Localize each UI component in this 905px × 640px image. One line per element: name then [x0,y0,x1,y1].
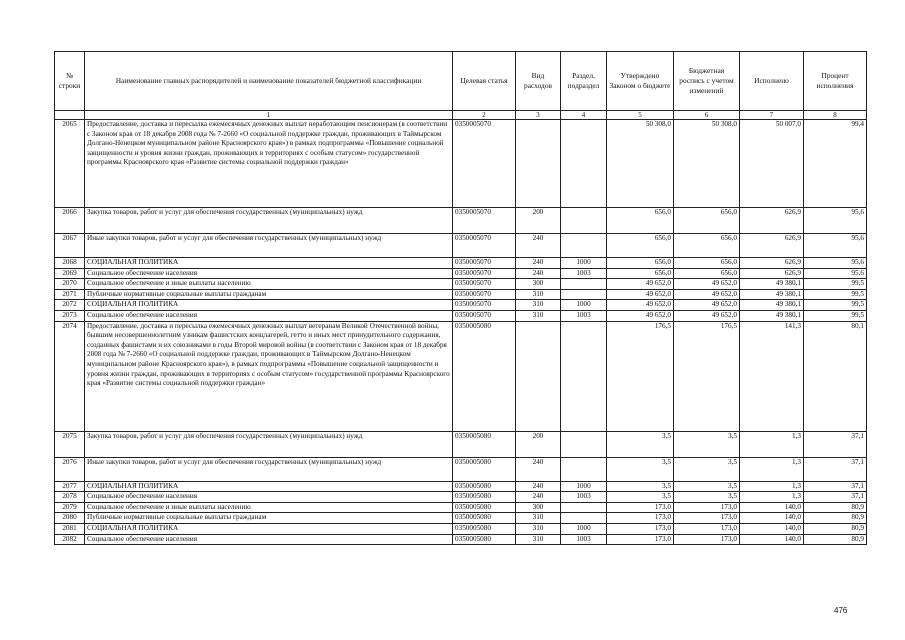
row-target-code: 0350005070 [453,268,516,279]
row-target-code: 0350005080 [453,457,516,481]
row-expense-type: 240 [516,481,561,492]
row-percent: 99,5 [804,300,867,311]
row-section [561,513,607,524]
header-executed: Исполнено [740,52,804,111]
row-number: 2077 [55,481,85,492]
table-row [55,534,867,545]
row-number: 2074 [55,321,85,431]
row-percent: 80,9 [804,534,867,545]
table-body [55,120,867,545]
row-target-code: 0350005070 [453,258,516,269]
row-expense-type: 310 [516,534,561,545]
row-percent: 99,5 [804,279,867,290]
row-executed-amount: 50 007,0 [740,120,804,208]
row-name: Социальное обеспечение и иные выплаты населению [85,502,453,513]
column-number: 2 [453,111,516,120]
table-row [55,321,867,431]
row-target-code: 0350005070 [453,279,516,290]
row-name: Предоставление, доставка и пересылка ежемесячных денежных выплат ветеранам Великой Отечественной войны, бывшим несовершеннолетним узникам фашистских концлагерей, гетто и иных мест принудительного содержания, созданных фашистами и их союзниками в годы Второй мировой войны (в соответствии с Законом края от 18 декабря 2008 года № 7-2660 «О социальной поддержке граждан, проживающих в Таймырском Долгано-Ненецком муниципальном районе Красноярского края»), в рамках подпрограммы «Повышение социальной защищенности и уровня жизни граждан, проживающих в территориях с особым статусом» государственной программы Красноярского края «Развитие системы социальной поддержки граждан» [85,321,453,431]
header-row-no: № строки [55,52,85,111]
row-expense-type: 240 [516,258,561,269]
row-approved-amount: 173,0 [607,513,674,524]
row-executed-amount: 49 380,1 [740,279,804,290]
row-name: Публичные нормативные социальные выплаты гражданам [85,289,453,300]
row-executed-amount: 49 380,1 [740,310,804,321]
row-target-code: 0350005080 [453,492,516,503]
row-target-code: 0350005080 [453,321,516,431]
row-name: Иные закупки товаров, работ и услуг для обеспечения государственных (муниципальных) нужд [85,234,453,258]
row-expense-type: 240 [516,457,561,481]
table-row [55,268,867,279]
row-executed-amount: 140,0 [740,523,804,534]
header-row [55,52,867,111]
row-name: Публичные нормативные социальные выплаты гражданам [85,513,453,524]
column-number [55,111,85,120]
row-budget-amount: 173,0 [674,502,740,513]
row-percent: 37,1 [804,457,867,481]
row-percent: 99,5 [804,289,867,300]
row-number: 2073 [55,310,85,321]
row-budget-amount: 49 652,0 [674,279,740,290]
row-budget-amount: 656,0 [674,258,740,269]
row-number: 2079 [55,502,85,513]
row-target-code: 0350005080 [453,502,516,513]
row-name: Социальное обеспечение населения [85,492,453,503]
table-row [55,289,867,300]
row-number: 2076 [55,457,85,481]
row-expense-type: 200 [516,431,561,457]
row-approved-amount: 656,0 [607,234,674,258]
row-number: 2080 [55,513,85,524]
row-executed-amount: 49 380,1 [740,300,804,311]
row-expense-type: 240 [516,492,561,503]
row-number: 2067 [55,234,85,258]
row-expense-type: 240 [516,268,561,279]
row-budget-amount: 50 308,0 [674,120,740,208]
row-name: Предоставление, доставка и пересылка ежемесячных денежных выплат неработающим пенсионерам (в соответствии с Законом края от 18 декабря 2008 года № 7-2660 «О социальной поддержке граждан, проживающих в Таймырском Долгано-Ненецком муниципальном районе Красноярского края») в рамках подпрограммы «Повышение социальной защищенности и уровня жизни граждан, проживающих в территориях с особым статусом» государственной программы Красноярского края «Развитие системы социальной поддержки граждан» [85,120,453,208]
row-executed-amount: 626,9 [740,234,804,258]
column-number: 3 [516,111,561,120]
row-executed-amount: 626,9 [740,258,804,269]
row-section: 1000 [561,523,607,534]
row-budget-amount: 49 652,0 [674,300,740,311]
row-number: 2082 [55,534,85,545]
row-approved-amount: 3,5 [607,457,674,481]
table-row [55,208,867,234]
row-expense-type [516,120,561,208]
column-number: 1 [85,111,453,120]
row-percent: 95,6 [804,268,867,279]
row-approved-amount: 3,5 [607,481,674,492]
row-approved-amount: 3,5 [607,492,674,503]
row-approved-amount: 173,0 [607,502,674,513]
row-percent: 95,6 [804,234,867,258]
row-section [561,120,607,208]
row-section: 1003 [561,492,607,503]
row-number: 2070 [55,279,85,290]
header-percent: Процент исполнения [804,52,867,111]
row-approved-amount: 173,0 [607,523,674,534]
row-target-code: 0350005080 [453,523,516,534]
table-row [55,481,867,492]
row-target-code: 0350005080 [453,481,516,492]
row-name: СОЦИАЛЬНАЯ ПОЛИТИКА [85,523,453,534]
row-approved-amount: 656,0 [607,268,674,279]
row-percent: 99,5 [804,310,867,321]
table-row [55,513,867,524]
row-target-code: 0350005070 [453,234,516,258]
row-name: Закупка товаров, работ и услуг для обеспечения государственных (муниципальных) нужд [85,208,453,234]
row-number: 2065 [55,120,85,208]
row-target-code: 0350005080 [453,431,516,457]
row-expense-type: 310 [516,289,561,300]
row-target-code: 0350005070 [453,310,516,321]
row-executed-amount: 141,3 [740,321,804,431]
row-budget-amount: 173,0 [674,534,740,545]
row-number: 2072 [55,300,85,311]
row-percent: 37,1 [804,492,867,503]
row-executed-amount: 1,3 [740,431,804,457]
page-number: 476 [834,606,848,615]
table-row [55,258,867,269]
row-executed-amount: 140,0 [740,513,804,524]
row-name: СОЦИАЛЬНАЯ ПОЛИТИКА [85,258,453,269]
row-expense-type: 240 [516,234,561,258]
row-number: 2071 [55,289,85,300]
row-expense-type: 310 [516,513,561,524]
row-executed-amount: 626,9 [740,268,804,279]
row-section [561,457,607,481]
header-budget-list: Бюджетная роспись с учетом изменений [674,52,740,111]
row-budget-amount: 3,5 [674,457,740,481]
row-executed-amount: 49 380,1 [740,289,804,300]
row-percent: 80,9 [804,502,867,513]
row-section: 1000 [561,300,607,311]
budget-execution-table [54,51,867,545]
table-row [55,457,867,481]
row-executed-amount: 1,3 [740,457,804,481]
row-executed-amount: 626,9 [740,208,804,234]
row-expense-type: 200 [516,208,561,234]
row-number: 2075 [55,431,85,457]
row-name: Социальное обеспечение и иные выплаты населению [85,279,453,290]
row-section: 1003 [561,268,607,279]
table-row [55,120,867,208]
row-executed-amount: 1,3 [740,481,804,492]
row-section [561,431,607,457]
row-section [561,208,607,234]
table-row [55,300,867,311]
row-executed-amount: 1,3 [740,492,804,503]
row-expense-type: 310 [516,523,561,534]
table-row [55,523,867,534]
row-section [561,502,607,513]
row-section: 1003 [561,534,607,545]
row-percent: 80,9 [804,523,867,534]
table-row [55,310,867,321]
table-row [55,279,867,290]
row-approved-amount: 3,5 [607,431,674,457]
header-exp-type: Вид расходов [516,52,561,111]
row-section [561,321,607,431]
column-number: 5 [607,111,674,120]
row-percent: 99,4 [804,120,867,208]
row-number: 2069 [55,268,85,279]
row-section: 1000 [561,258,607,269]
row-section [561,279,607,290]
row-expense-type: 300 [516,502,561,513]
row-number: 2078 [55,492,85,503]
column-number: 8 [804,111,867,120]
row-approved-amount: 49 652,0 [607,300,674,311]
column-number: 4 [561,111,607,120]
row-name: Иные закупки товаров, работ и услуг для обеспечения государственных (муниципальных) нужд [85,457,453,481]
row-section [561,234,607,258]
row-approved-amount: 49 652,0 [607,279,674,290]
table-row [55,431,867,457]
row-expense-type: 310 [516,300,561,311]
column-number: 6 [674,111,740,120]
row-percent: 95,6 [804,208,867,234]
row-target-code: 0350005080 [453,534,516,545]
row-name: Социальное обеспечение населения [85,310,453,321]
row-section [561,289,607,300]
row-executed-amount: 140,0 [740,534,804,545]
row-target-code: 0350005080 [453,513,516,524]
row-target-code: 0350005070 [453,289,516,300]
row-name: СОЦИАЛЬНАЯ ПОЛИТИКА [85,300,453,311]
row-expense-type: 310 [516,310,561,321]
row-approved-amount: 50 308,0 [607,120,674,208]
table-row [55,234,867,258]
row-target-code: 0350005070 [453,300,516,311]
row-name: Закупка товаров, работ и услуг для обеспечения государственных (муниципальных) нужд [85,431,453,457]
row-approved-amount: 49 652,0 [607,310,674,321]
row-percent: 95,6 [804,258,867,269]
row-budget-amount: 49 652,0 [674,289,740,300]
row-approved-amount: 49 652,0 [607,289,674,300]
table-row [55,492,867,503]
row-budget-amount: 173,0 [674,513,740,524]
row-percent: 37,1 [804,481,867,492]
table-row [55,502,867,513]
row-percent: 80,1 [804,321,867,431]
row-approved-amount: 656,0 [607,258,674,269]
row-budget-amount: 173,0 [674,523,740,534]
header-section: Раздел, подраздел [561,52,607,111]
header-name: Наименование главных распорядителей и наименование показателей бюджетной классификации [85,52,453,111]
row-expense-type [516,321,561,431]
row-budget-amount: 3,5 [674,431,740,457]
row-number: 2081 [55,523,85,534]
row-target-code: 0350005070 [453,208,516,234]
row-name: Социальное обеспечение населения [85,268,453,279]
row-section: 1000 [561,481,607,492]
row-budget-amount: 3,5 [674,481,740,492]
row-expense-type: 300 [516,279,561,290]
row-approved-amount: 656,0 [607,208,674,234]
header-target: Целевая статья [453,52,516,111]
header-approved: Утверждено Законом о бюджете [607,52,674,111]
row-number: 2066 [55,208,85,234]
column-number-row [55,111,867,120]
row-budget-amount: 3,5 [674,492,740,503]
row-budget-amount: 656,0 [674,208,740,234]
row-budget-amount: 656,0 [674,234,740,258]
row-approved-amount: 173,0 [607,534,674,545]
row-budget-amount: 656,0 [674,268,740,279]
row-approved-amount: 176,5 [607,321,674,431]
row-name: СОЦИАЛЬНАЯ ПОЛИТИКА [85,481,453,492]
column-number: 7 [740,111,804,120]
row-budget-amount: 176,5 [674,321,740,431]
row-section: 1003 [561,310,607,321]
row-percent: 37,1 [804,431,867,457]
row-budget-amount: 49 652,0 [674,310,740,321]
row-executed-amount: 140,0 [740,502,804,513]
row-target-code: 0350005070 [453,120,516,208]
row-name: Социальное обеспечение населения [85,534,453,545]
row-percent: 80,9 [804,513,867,524]
row-number: 2068 [55,258,85,269]
